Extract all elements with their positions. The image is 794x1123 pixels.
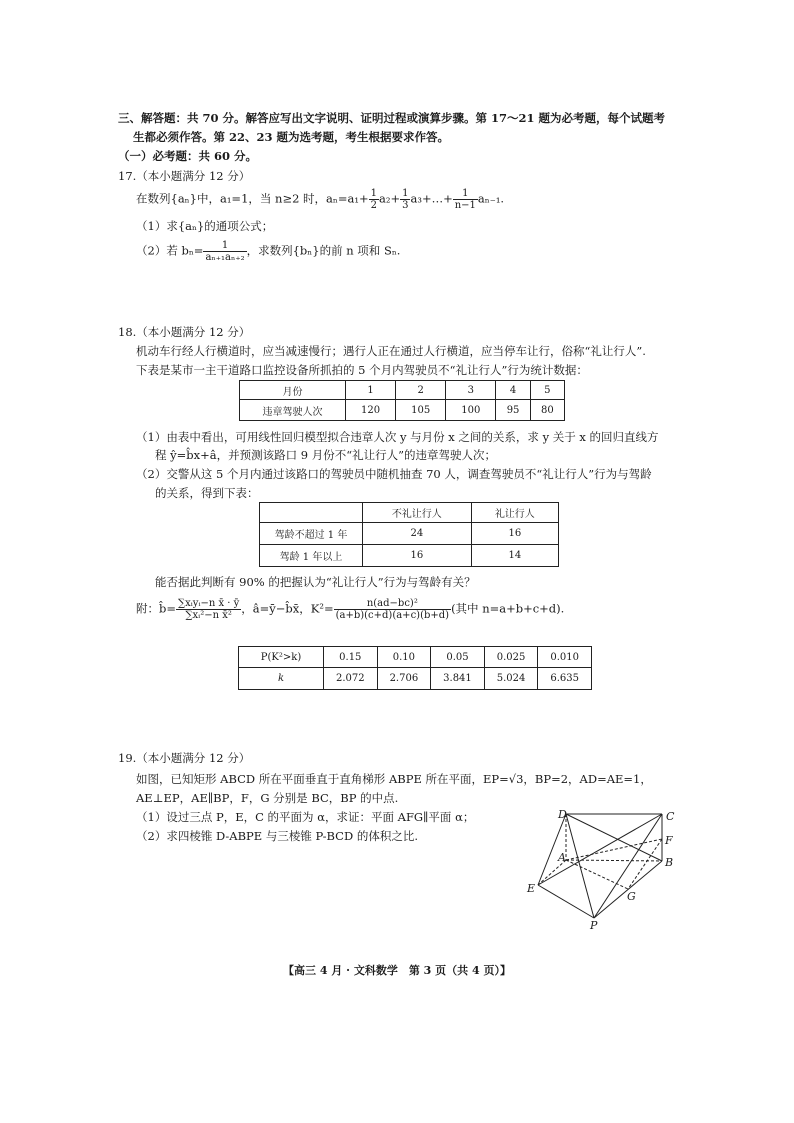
table-cell: 5 [530, 381, 564, 400]
table-row-label: 驾龄 1 年以上 [260, 545, 363, 567]
table-cell: 6.635 [538, 668, 592, 690]
table-cell: 2.072 [324, 668, 378, 690]
q17-stem-part: a₃+…+ [410, 191, 453, 206]
label-C: C [666, 810, 675, 823]
table-cell: 0.010 [538, 647, 592, 668]
table-header-cell: 礼让行人 [471, 503, 558, 523]
q17-stem-part: a₂+ [379, 191, 401, 206]
fraction [203, 240, 246, 263]
table-cell: 14 [471, 545, 558, 567]
edge-AF [566, 839, 662, 860]
fraction-denominator: ∑xᵢ²−n x̄² [185, 610, 232, 621]
table-header-cell: 月份 [240, 381, 346, 400]
label-P: P [590, 919, 598, 932]
fraction [453, 188, 478, 211]
fraction-numerator: 1 [402, 188, 409, 199]
geometry-figure [520, 805, 690, 933]
fraction-denominator: 3 [402, 200, 409, 211]
page-footer: 【高三 4 月 · 文科数学 第 3 页（共 4 页）】 [283, 964, 511, 977]
table-cell: 105 [396, 400, 446, 421]
q18-part2-line1: （2）交警从这 5 个月内通过该路口的驾驶员中随机抽查 70 人，调查驾驶员不“礼让行人”行为与驾龄 [136, 467, 652, 481]
fraction [369, 188, 379, 211]
table-header-cell: P(K²>k) [239, 647, 324, 668]
section-title-line2: 生都必须作答。第 22、23 题为选考题，考生根据要求作答。 [133, 130, 450, 144]
table-cell: 0.10 [377, 647, 431, 668]
table-cell: 95 [496, 400, 530, 421]
label-A: A [558, 851, 566, 864]
q17-part1: （1）求{aₙ}的通项公式； [136, 219, 274, 233]
label-F: F [665, 834, 673, 847]
label-E: E [527, 882, 536, 895]
fraction-numerator: 1 [370, 188, 377, 199]
table-cell: 24 [363, 523, 472, 545]
edge-DB [566, 814, 662, 861]
table-cell: 0.15 [324, 647, 378, 668]
table-cell: 2.706 [377, 668, 431, 690]
q17-stem-part: aₙ₋₁. [477, 191, 505, 206]
table-cell: 16 [363, 545, 472, 567]
table-header-cell: 不礼让行人 [363, 503, 472, 523]
edge-EP [538, 885, 594, 918]
label-D: D [558, 808, 567, 821]
table-cell: 5.024 [484, 668, 538, 690]
table-cell: 2 [396, 381, 446, 400]
q19-part1: （1）设过三点 P，E，C 的平面为 α，求证：平面 AFG∥平面 α； [136, 810, 475, 824]
q18-line2: 下表是某市一主干道路口监控设备所抓拍的 5 个月内驾驶员不“礼让行人”行为统计数据： [136, 363, 588, 377]
table-row-label: 驾龄不超过 1 年 [260, 523, 363, 545]
q17-part2 [136, 240, 400, 263]
formula-suffix: (其中 n=a+b+c+d). [451, 601, 565, 616]
q18-part1-line2: 程 ŷ=b̂x+â，并预测该路口 9 月份不“礼让行人”的违章驾驶人次； [155, 448, 497, 462]
table-header-cell: 违章驾驶人次 [240, 400, 346, 421]
q18-heading: 18.（本小题满分 12 分） [118, 325, 251, 339]
edge-DE [538, 814, 566, 885]
q18-part2-line2: 的关系，得到下表： [155, 486, 259, 500]
critical-value-table [238, 646, 592, 690]
formula-prefix: 附：b̂= [136, 601, 176, 616]
q18-part1-line1: （1）由表中看出，可用线性回归模型拟合违章人次 y 与月份 x 之间的关系，求 y 关于 x 的回归直线方 [136, 430, 659, 444]
fraction-denominator: (a+b)(c+d)(a+c)(b+d) [335, 610, 450, 621]
table-cell: 100 [446, 400, 496, 421]
q18-question: 能否据此判断有 90% 的把握认为“礼让行人”行为与驾龄有关？ [155, 575, 476, 589]
q18-line1: 机动车行经人行横道时，应当减速慢行；遇行人正在通过人行横道，应当停车让行，俗称“礼让行人”. [136, 344, 646, 358]
q19-line1: 如图，已知矩形 ABCD 所在平面垂直于直角梯形 ABPE 所在平面，EP=√3，BP=2，AD=AE=1， [136, 772, 652, 786]
table-cell [260, 503, 363, 523]
table-cell: 0.05 [431, 647, 485, 668]
table-header-cell: k [239, 668, 324, 690]
required-subsection: （一）必考题：共 60 分。 [118, 149, 258, 163]
q17-stem-part: 在数列{aₙ}中，a₁=1，当 n≥2 时，aₙ=a₁+ [136, 191, 369, 206]
label-B: B [665, 856, 674, 869]
fraction-numerator: ∑xᵢyᵢ−n x̄ · ȳ [178, 598, 240, 609]
table-cell: 4 [496, 381, 530, 400]
q17-part2-suffix: ，求数列{bₙ}的前 n 项和 Sₙ. [246, 243, 401, 258]
q17-stem [136, 188, 504, 211]
table-cell: 16 [471, 523, 558, 545]
fraction-numerator: 1 [453, 188, 478, 200]
table-cell: 120 [346, 400, 396, 421]
fraction-denominator: n−1 [454, 200, 476, 211]
formula-middle: ，â=ȳ−b̂x̄，K²= [241, 601, 334, 616]
fraction-numerator: n(ad−bc)² [334, 598, 451, 610]
fraction-numerator: 1 [203, 240, 246, 252]
q18-formula [136, 598, 564, 621]
fraction-denominator: 2 [370, 200, 377, 211]
q19-line2: AE⊥EP，AE∥BP，F，G 分别是 BC，BP 的中点. [136, 791, 399, 805]
driving-age-table [259, 502, 559, 567]
q17-part2-prefix: （2）若 bₙ= [136, 243, 204, 258]
label-G: G [627, 890, 636, 903]
table-cell: 80 [530, 400, 564, 421]
edge-AG [566, 860, 628, 889]
fraction-denominator: aₙ₊₁aₙ₊₂ [205, 252, 245, 263]
table-cell: 1 [346, 381, 396, 400]
edge-EC [538, 814, 662, 885]
table-cell: 3.841 [431, 668, 485, 690]
section-title-line1: 三、解答题：共 70 分。解答应写出文字说明、证明过程或演算步骤。第 17～21 题为必考题，每个试题考 [118, 111, 666, 125]
fraction [400, 188, 410, 211]
q17-heading: 17.（本小题满分 12 分） [118, 169, 251, 183]
table-cell: 0.025 [484, 647, 538, 668]
q19-part2: （2）求四棱锥 D-ABPE 与三棱锥 P-BCD 的体积之比. [136, 829, 418, 843]
fraction [176, 598, 241, 621]
table-cell: 3 [446, 381, 496, 400]
fraction [334, 598, 451, 621]
q19-heading: 19.（本小题满分 12 分） [118, 751, 251, 765]
violation-table [239, 380, 565, 421]
